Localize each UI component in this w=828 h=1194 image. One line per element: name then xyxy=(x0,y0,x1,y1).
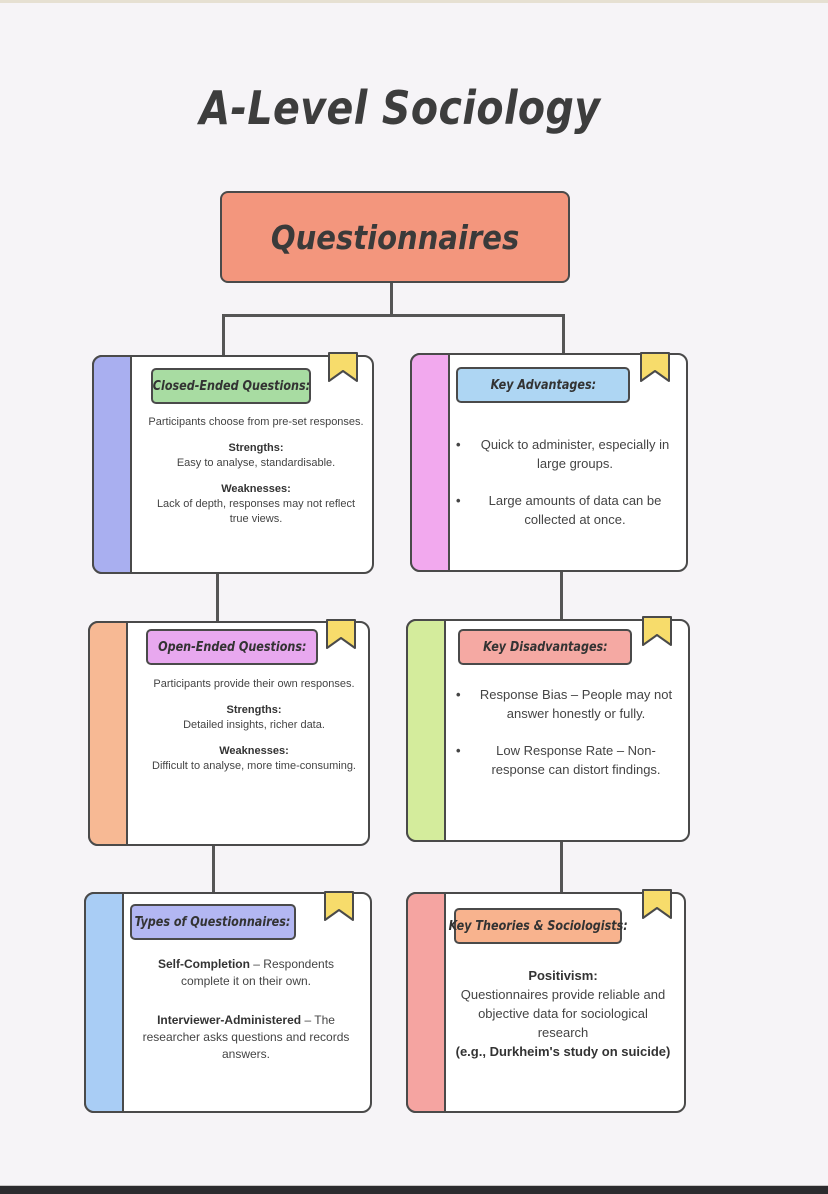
closed-weaknesses-label: Weaknesses: xyxy=(221,483,291,495)
disadvantages-list xyxy=(456,685,678,797)
types-body xyxy=(134,956,358,1074)
bookmark-icon xyxy=(324,618,358,650)
interviewer-text: – The researcher asks questions and records answers. xyxy=(142,1013,350,1061)
closed-ended-heading: Closed-Ended Questions: xyxy=(151,368,311,404)
connector-line xyxy=(222,314,225,355)
list-item: • Response Bias – People may not answer honestly or fully. xyxy=(456,687,673,721)
topic-box xyxy=(220,191,570,283)
theories-heading: Key Theories & Sociologists: xyxy=(454,908,622,944)
closed-description: Participants choose from pre-set responses. xyxy=(148,416,364,428)
interviewer-label: Interviewer-Administered xyxy=(157,1013,302,1027)
key-advantages-card xyxy=(410,353,688,572)
open-ended-body xyxy=(144,677,364,785)
key-advantages-heading: Key Advantages: xyxy=(456,367,630,403)
theories-card xyxy=(406,892,686,1113)
key-disadvantages-card xyxy=(406,619,690,842)
key-disadvantages-heading: Key Disadvantages: xyxy=(458,629,632,665)
list-item: • Large amounts of data can be collected at once. xyxy=(456,493,662,527)
connector-line xyxy=(390,283,393,315)
card-stripe xyxy=(406,619,446,842)
theories-body xyxy=(452,966,674,1061)
open-strengths-label: Strengths: xyxy=(226,704,282,716)
closed-strengths-label: Strengths: xyxy=(228,442,284,454)
closed-ended-card xyxy=(92,355,374,574)
card-stripe xyxy=(88,621,128,846)
bookmark-icon xyxy=(322,890,356,922)
card-stripe xyxy=(410,353,450,572)
list-item: • Quick to administer, especially in large groups. xyxy=(456,437,670,471)
connector-line xyxy=(560,842,563,892)
types-heading: Types of Questionnaires: xyxy=(130,904,296,940)
connector-line xyxy=(216,574,219,621)
card-stripe xyxy=(84,892,124,1113)
open-weaknesses-label: Weaknesses: xyxy=(219,745,289,757)
list-item: • Low Response Rate – Non-response can distort findings. xyxy=(456,743,661,777)
types-card xyxy=(84,892,372,1113)
page-title: A-Level Sociology xyxy=(199,81,601,135)
theories-label: Positivism: xyxy=(528,968,598,983)
bookmark-icon xyxy=(326,351,360,383)
card-stripe xyxy=(406,892,446,1113)
self-completion-label: Self-Completion xyxy=(157,957,250,971)
closed-ended-body xyxy=(148,415,364,538)
open-ended-heading: Open-Ended Questions: xyxy=(146,629,318,665)
theories-text: Questionnaires provide reliable and objective data for sociological research xyxy=(460,987,666,1040)
bottom-edge xyxy=(0,1186,828,1194)
open-ended-card xyxy=(88,621,370,846)
open-strengths: Detailed insights, richer data. xyxy=(183,719,325,731)
open-weaknesses: Difficult to analyse, more time-consuming. xyxy=(152,760,356,772)
open-description: Participants provide their own responses. xyxy=(153,678,355,690)
connector-line xyxy=(212,846,215,892)
bookmark-icon xyxy=(640,888,674,920)
advantages-list xyxy=(456,435,676,547)
theories-example: (e.g., Durkheim's study on suicide) xyxy=(455,1044,671,1059)
connector-line xyxy=(562,314,565,355)
closed-strengths: Easy to analyse, standardisable. xyxy=(176,457,336,469)
bookmark-icon xyxy=(638,351,672,383)
bookmark-icon xyxy=(640,615,674,647)
card-stripe xyxy=(92,355,132,574)
closed-weaknesses: Lack of depth, responses may not reflect true views. xyxy=(156,498,356,525)
topic-label: Questionnaires xyxy=(270,217,520,257)
connector-line xyxy=(560,572,563,619)
self-completion-text: – Respondents complete it on their own. xyxy=(180,957,335,988)
connector-line xyxy=(222,314,564,317)
